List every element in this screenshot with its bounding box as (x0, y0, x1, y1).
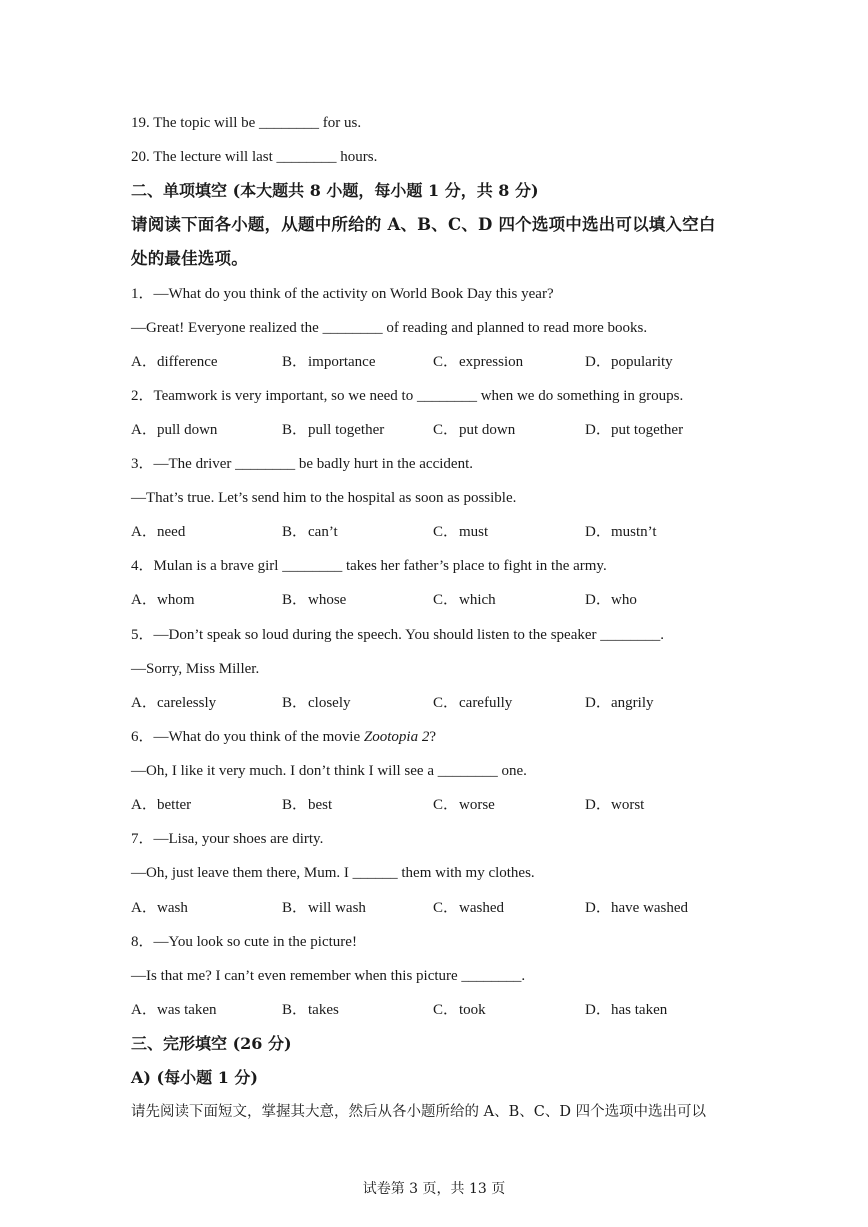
q6-option-b: B．best (282, 797, 333, 813)
q1-option-b: B．importance (282, 354, 376, 370)
q1-option-a: A．difference (131, 354, 218, 370)
q6-reply: —Oh, I like it very much. I don’t think I will see a ________ one. (131, 763, 527, 779)
q5-option-b: B．closely (282, 695, 351, 711)
q8-option-c: C．took (433, 1002, 486, 1018)
q7-option-a: A．wash (131, 900, 188, 916)
q6-option-c: C．worse (433, 797, 495, 813)
section3-subheading: A) (每小题 1 分) (131, 1068, 258, 1087)
q1-reply: —Great! Everyone realized the ________ of reading and planned to read more books. (131, 320, 648, 336)
movie-title: Zootopia 2 (363, 729, 430, 745)
question-20: 20. The lecture will last ________ hours. (131, 149, 378, 165)
q7-stem: 7．—Lisa, your shoes are dirty. (131, 831, 324, 847)
q7-option-b: B．will wash (282, 900, 366, 916)
q6-option-d: D．worst (585, 797, 645, 813)
q2-option-b: B．pull together (282, 422, 385, 438)
q6-stem: 6．—What do you think of the movie Zootopia 2? (131, 729, 436, 745)
q2-option-a: A．pull down (131, 422, 218, 438)
q4-option-a: A．whom (131, 592, 195, 608)
q5-option-a: A．carelessly (131, 695, 217, 711)
q5-reply: —Sorry, Miss Miller. (131, 661, 260, 677)
q8-option-d: D．has taken (585, 1002, 668, 1018)
q3-reply: —That’s true. Let’s send him to the hospital as soon as possible. (131, 490, 517, 506)
q1-stem: 1．—What do you think of the activity on World Book Day this year? (131, 286, 554, 302)
q4-option-b: B．whose (282, 592, 347, 608)
q5-option-c: C．carefully (433, 695, 513, 711)
q3-option-d: D．mustn’t (585, 524, 657, 540)
q2-option-c: C．put down (433, 422, 516, 438)
q7-option-c: C．washed (433, 900, 504, 916)
q5-option-d: D．angrily (585, 695, 654, 711)
q7-reply: —Oh, just leave them there, Mum. I ______ them with my clothes. (131, 865, 535, 881)
question-19: 19. The topic will be ________ for us. (131, 115, 362, 131)
q3-option-a: A．need (131, 524, 186, 540)
q3-option-b: B．can’t (282, 524, 338, 540)
q8-stem: 8．—You look so cute in the picture! (131, 934, 357, 950)
q8-option-b: B．takes (282, 1002, 339, 1018)
section2-heading: 二、单项填空 (本大题共 8 小题，每小题 1 分，共 8 分) (131, 181, 539, 200)
section2-instruction-line1: 请阅读下面各小题，从题中所给的 A、B、C、D 四个选项中选出可以填入空白 (131, 215, 716, 234)
page-footer: 试卷第 3 页，共 13 页 (362, 1181, 506, 1197)
q4-stem: 4．Mulan is a brave girl ________ takes her father’s place to fight in the army. (131, 558, 607, 574)
q1-option-d: D．popularity (585, 354, 673, 370)
q7-option-d: D．have washed (585, 900, 689, 916)
q1-option-c: C．expression (433, 354, 524, 370)
q8-reply: —Is that me? I can’t even remember when this picture ________. (131, 968, 526, 984)
q6-option-a: A．better (131, 797, 192, 813)
q5-stem: 5．—Don’t speak so loud during the speech. You should listen to the speaker ________. (131, 627, 665, 643)
q2-option-d: D．put together (585, 422, 684, 438)
q3-stem: 3．—The driver ________ be badly hurt in the accident. (131, 456, 473, 472)
q8-option-a: A．was taken (131, 1002, 217, 1018)
section3-heading: 三、完形填空 (26 分) (131, 1034, 292, 1053)
q4-option-d: D．who (585, 592, 637, 608)
section2-instruction-line2: 处的最佳选项。 (131, 249, 248, 268)
section3-intro: 请先阅读下面短文，掌握其大意，然后从各小题所给的 A、B、C、D 四个选项中选出可以 (131, 1104, 707, 1120)
q2-stem: 2．Teamwork is very important, so we need to ________ when we do something in groups. (131, 388, 684, 404)
q3-option-c: C．must (433, 524, 489, 540)
q4-option-c: C．which (433, 592, 496, 608)
